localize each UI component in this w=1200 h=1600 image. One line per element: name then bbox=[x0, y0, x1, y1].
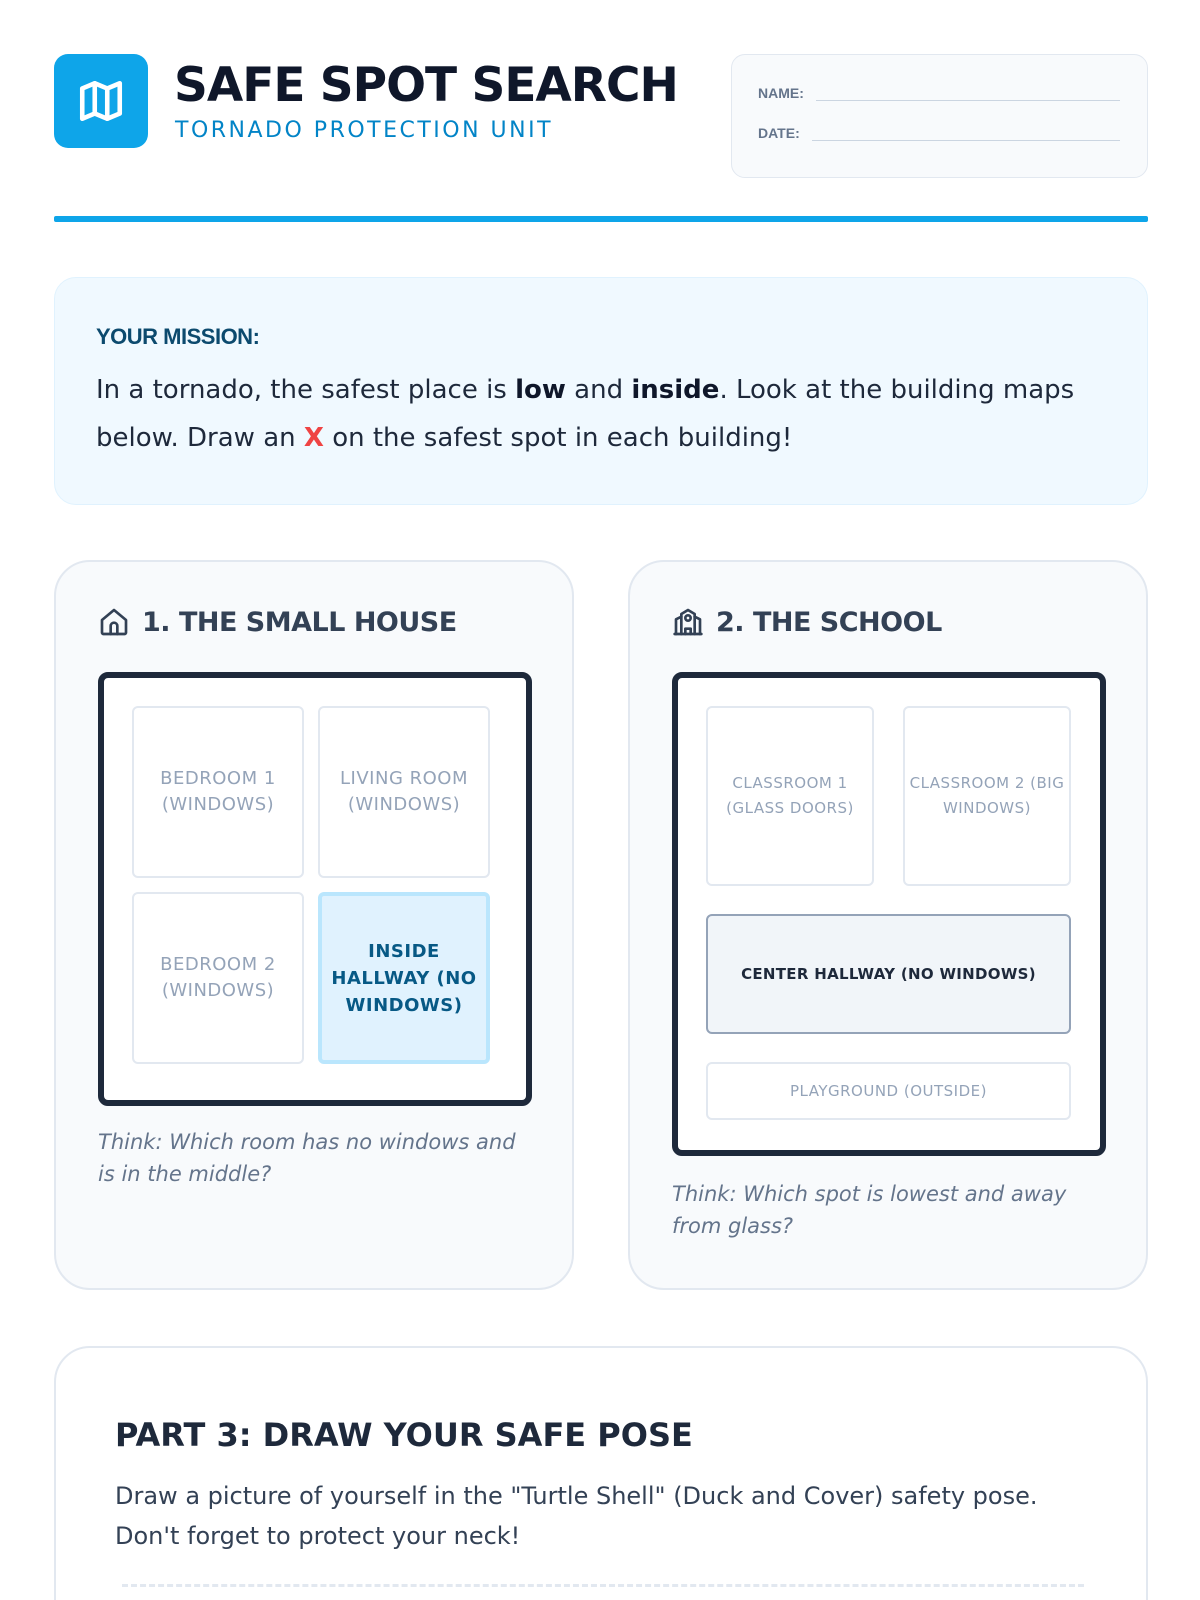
part3-instructions: Draw a picture of yourself in the "Turtle Shell" (Duck and Cover) safety pose. Don't forget to protect your neck! bbox=[115, 1482, 1038, 1550]
house-icon bbox=[98, 606, 130, 638]
mission-box bbox=[54, 277, 1148, 505]
name-label: NAME: bbox=[758, 85, 804, 101]
house-floor-plan bbox=[98, 672, 532, 1106]
room-inside-hallway[interactable]: INSIDE HALLWAY (NO WINDOWS) bbox=[318, 892, 490, 1064]
room-bedroom-1[interactable]: BEDROOM 1 (WINDOWS) bbox=[132, 706, 304, 878]
part3-section bbox=[54, 1346, 1148, 1600]
name-date-box bbox=[731, 54, 1148, 178]
house-title-text: 1. THE SMALL HOUSE bbox=[142, 606, 457, 638]
room-bedroom-2[interactable]: BEDROOM 2 (WINDOWS) bbox=[132, 892, 304, 1064]
mission-text-part: In a tornado, the safest place is bbox=[96, 375, 516, 405]
date-field[interactable] bbox=[758, 123, 1120, 141]
page-subtitle: TORNADO PROTECTION UNIT bbox=[175, 118, 554, 143]
header-divider bbox=[54, 216, 1148, 222]
school-hint: Think: Which spot is lowest and away from glass? bbox=[672, 1182, 1067, 1238]
mission-heading: YOUR MISSION: bbox=[96, 324, 260, 349]
drawing-area[interactable] bbox=[122, 1584, 1084, 1600]
school-floor-plan bbox=[672, 672, 1106, 1156]
name-field[interactable] bbox=[758, 83, 1120, 101]
part3-title: PART 3: DRAW YOUR SAFE POSE bbox=[115, 1416, 693, 1454]
house-hint: Think: Which room has no windows and is in the middle? bbox=[98, 1130, 516, 1186]
room-center-hallway[interactable]: CENTER HALLWAY (NO WINDOWS) bbox=[706, 914, 1071, 1034]
mission-text-part: on the safest spot in each building! bbox=[323, 423, 793, 453]
school-card bbox=[628, 560, 1148, 1290]
house-card-title bbox=[98, 606, 457, 638]
room-living-room[interactable]: LIVING ROOM (WINDOWS) bbox=[318, 706, 490, 878]
date-label: DATE: bbox=[758, 125, 800, 141]
room-classroom-2[interactable]: CLASSROOM 2 (BIG WINDOWS) bbox=[903, 706, 1071, 886]
house-card bbox=[54, 560, 574, 1290]
room-classroom-1[interactable]: CLASSROOM 1 (GLASS DOORS) bbox=[706, 706, 874, 886]
x-mark: X bbox=[303, 423, 324, 453]
name-line[interactable] bbox=[816, 83, 1120, 101]
school-card-title bbox=[672, 606, 942, 638]
school-title-text: 2. THE SCHOOL bbox=[716, 606, 942, 638]
logo bbox=[54, 54, 148, 148]
page-title: SAFE SPOT SEARCH bbox=[174, 58, 678, 113]
mission-text-part: and bbox=[565, 375, 632, 405]
mission-bold-inside: inside bbox=[631, 375, 720, 405]
mission-text-part: . Look at the building maps below. Draw an bbox=[96, 375, 1075, 453]
date-line[interactable] bbox=[812, 123, 1120, 141]
mission-bold-low: low bbox=[515, 375, 566, 405]
school-icon bbox=[672, 606, 704, 638]
worksheet-header bbox=[54, 54, 1148, 178]
map-icon bbox=[76, 76, 126, 126]
room-playground[interactable]: PLAYGROUND (OUTSIDE) bbox=[706, 1062, 1071, 1120]
mission-text bbox=[96, 366, 1116, 462]
